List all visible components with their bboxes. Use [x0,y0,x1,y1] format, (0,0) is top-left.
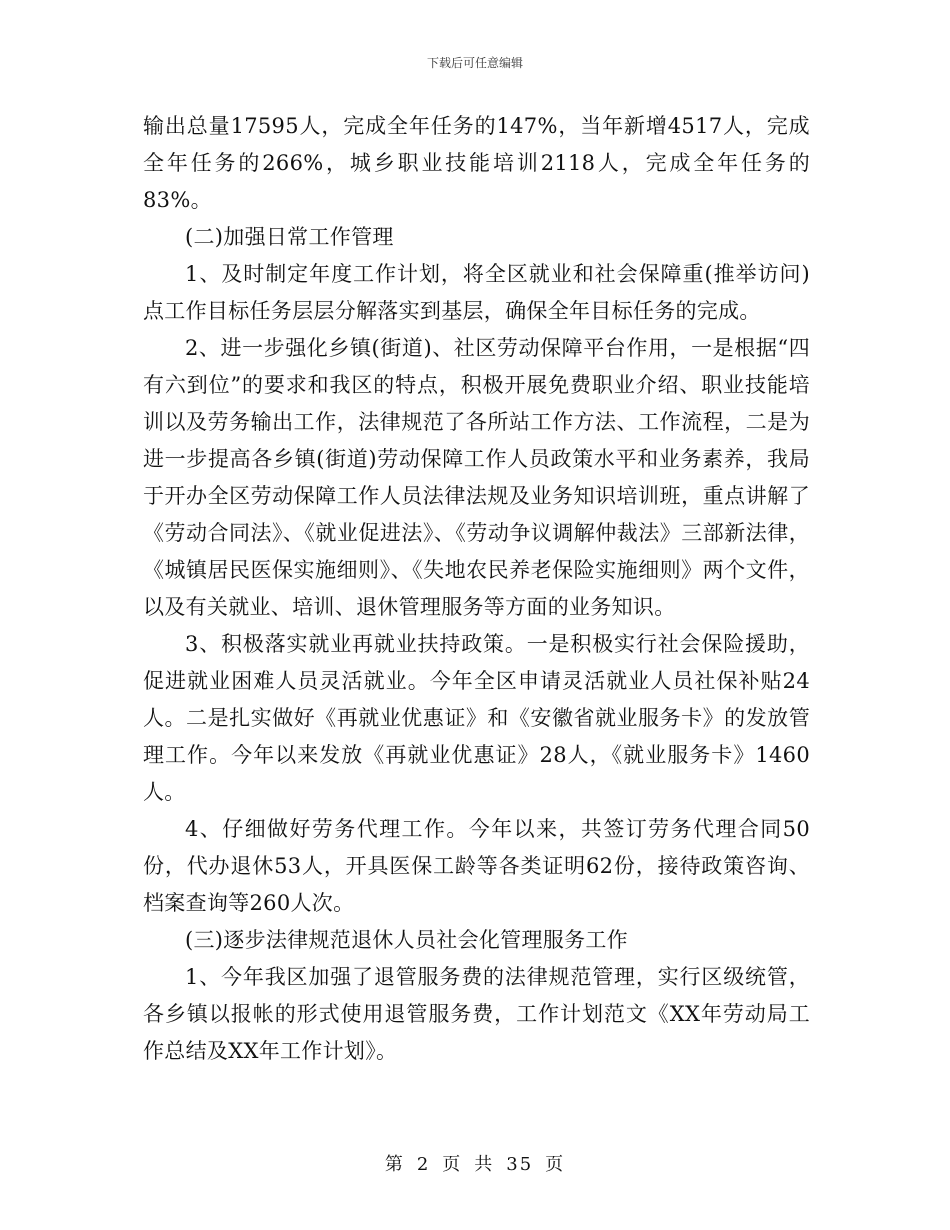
footer-prefix: 第 [384,1154,405,1175]
document-body [143,108,810,1070]
footer-total-label: 共 [474,1154,495,1175]
footer-mid: 页 [442,1154,463,1175]
section-heading-3: (三)逐步法律规范退休人员社会化管理服务工作 [185,928,628,952]
paragraph-item-5: 1、今年我区加强了退管服务费的法律规范管理，实行区级统管，各乡镇以报帐的形式使用退管服务费，工作计划范文《XX年劳动局工作总结及XX年工作计划》。 [143,965,810,1063]
page-number: 2 [416,1154,431,1175]
page-footer [0,1150,950,1176]
paragraph-item-4: 4、仔细做好劳务代理工作。今年以来，共签订劳务代理合同50份，代办退休53人，开具医保工龄等各类证明62份，接待政策咨询、档案查询等260人次。 [143,817,810,915]
total-pages: 35 [506,1154,534,1175]
footer-suffix: 页 [545,1154,566,1175]
paragraph-1: 输出总量17595人，完成全年任务的147%，当年新增4517人，完成全年任务的266%，城乡职业技能培训2118人，完成全年任务的83%。 [143,114,810,212]
paragraph-item-2: 2、进一步强化乡镇(街道)、社区劳动保障平台作用，一是根据“四有六到位”的要求和我区的特点，积极开展免费职业介绍、职业技能培训以及劳务输出工作，法律规范了各所站工作方法、工作流程，二是为进一步提高各乡镇(街道)劳动保障工作人员政策水平和业务素养，我局于开办全区劳动保障工作人员法律法规及业务知识培训班，重点讲解了《劳动合同法》、《就业促进法》、《劳动争议调解仲裁法》三部新法律，《城镇居民医保实施细则》、《失地农民养老保险实施细则》两个文件，以及有关就业、培训、退休管理服务等方面的业务知识。 [143,336,810,619]
page-header: 下载后可任意编辑 [426,56,523,70]
paragraph-item-3: 3、积极落实就业再就业扶持政策。一是积极实行社会保险援助，促进就业困难人员灵活就业。今年全区申请灵活就业人员社保补贴24人。二是扎实做好《再就业优惠证》和《安徽省就业服务卡》的发放管理工作。今年以来发放《再就业优惠证》28人，《就业服务卡》1460人。 [143,632,810,804]
section-heading-2: (二)加强日常工作管理 [185,225,394,249]
paragraph-item-1: 1、及时制定年度工作计划，将全区就业和社会保障重(推举访问)点工作目标任务层层分解落实到基层，确保全年目标任务的完成。 [143,262,810,323]
